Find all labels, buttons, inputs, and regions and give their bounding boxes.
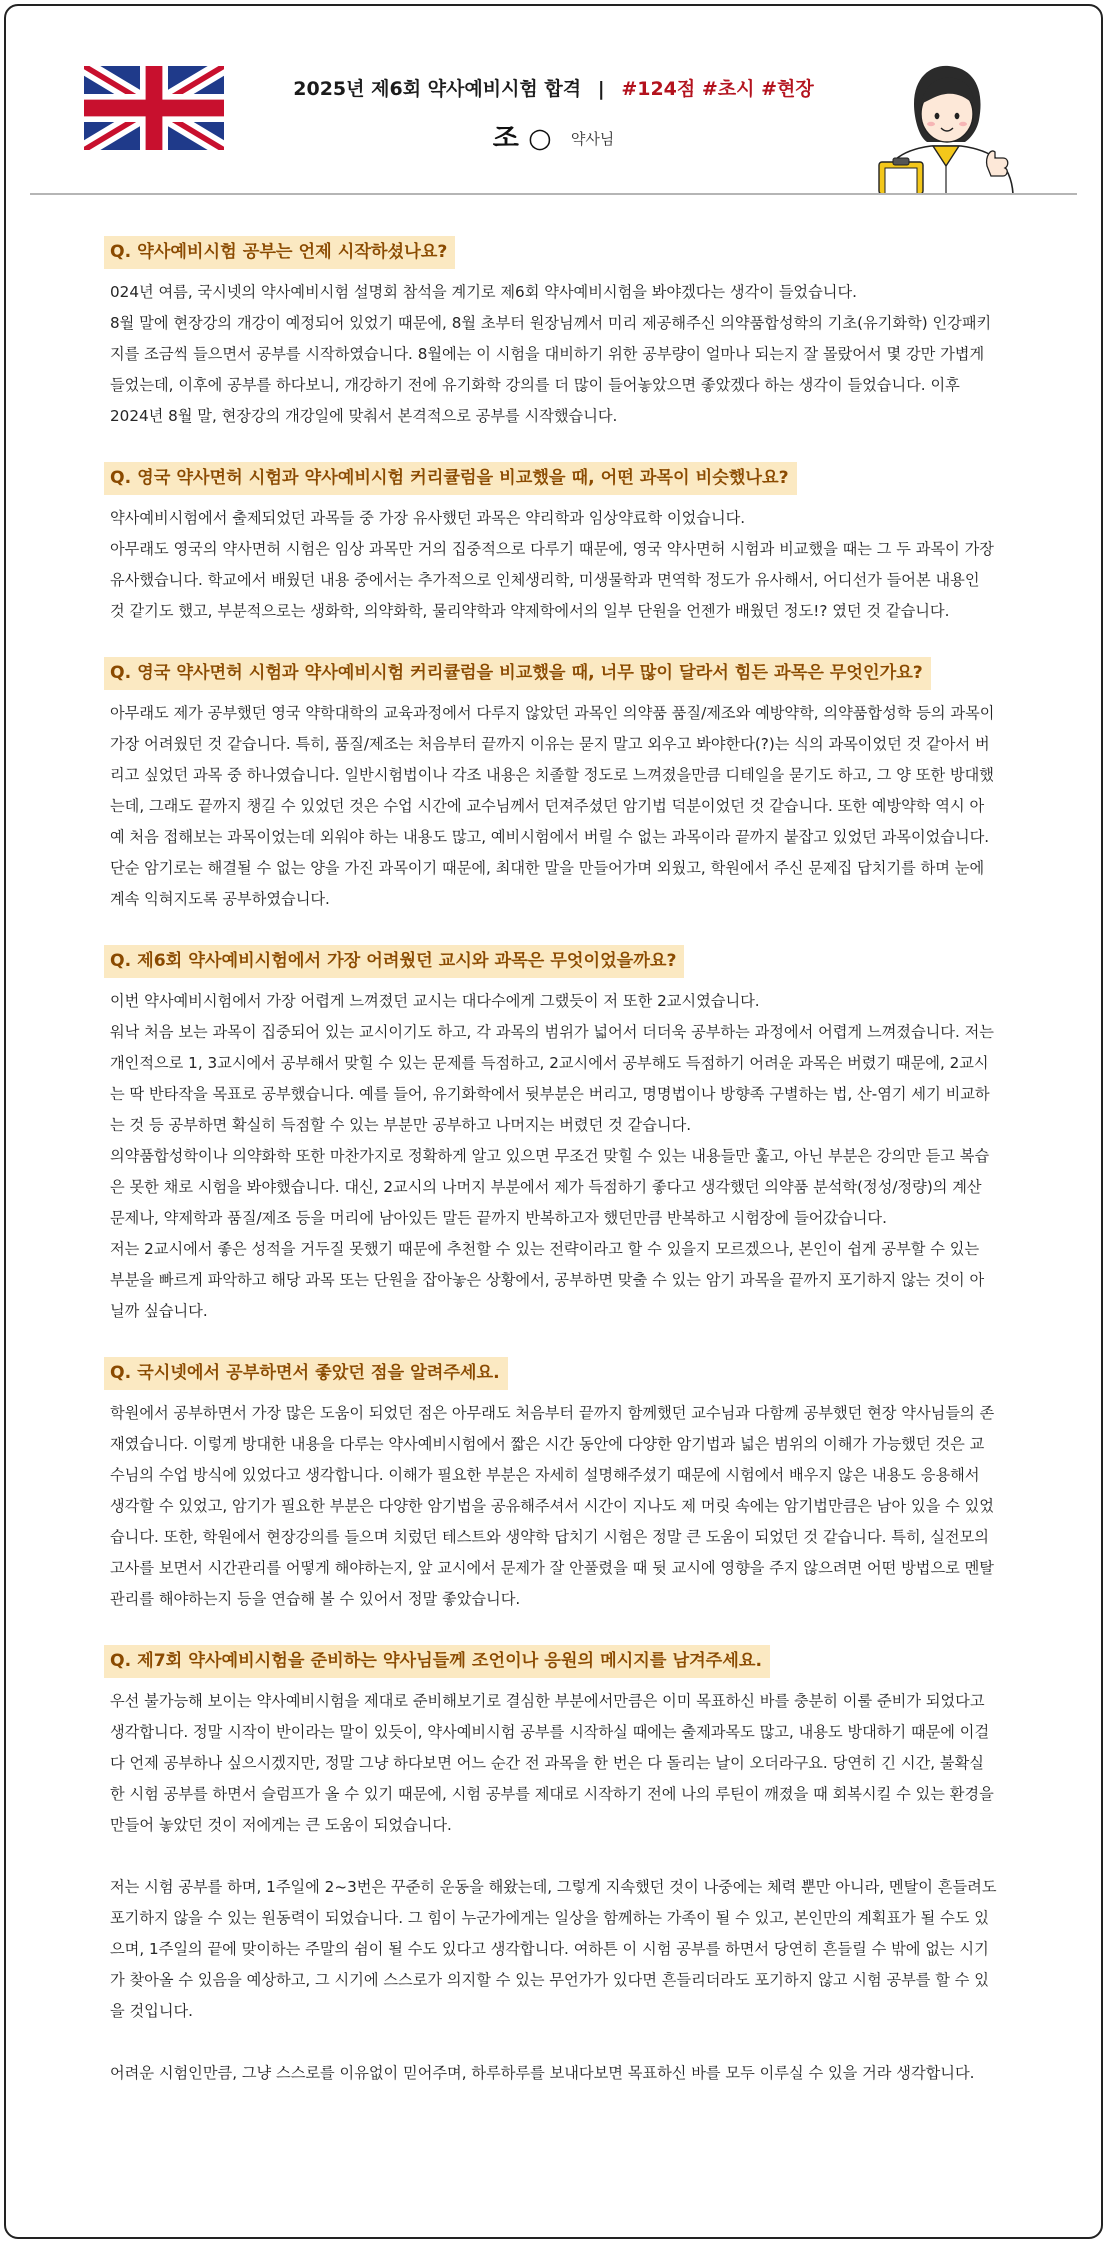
qa-section xyxy=(110,1357,997,1615)
question-heading: Q. 약사예비시험 공부는 언제 시작하셨나요? xyxy=(104,236,455,269)
question-heading: Q. 국시넷에서 공부하면서 좋았던 점을 알려주세요. xyxy=(104,1357,508,1390)
question-heading: Q. 영국 약사면허 시험과 약사예비시험 커리큘럼을 비교했을 때, 너무 많이 달라서 힘든 과목은 무엇인가요? xyxy=(104,657,931,690)
answer-body xyxy=(110,986,997,1327)
qa-section xyxy=(110,462,997,627)
qa-section xyxy=(110,945,997,1327)
answer-body xyxy=(110,1686,997,2089)
title-tags: #124점 #초시 #현장 xyxy=(621,78,814,100)
answer-body xyxy=(110,698,997,915)
testimonial-card xyxy=(4,4,1103,2239)
answer-paragraph: 024년 여름, 국시넷의 약사예비시험 설명회 참석을 계기로 제6회 약사예비시험을 봐야겠다는 생각이 들었습니다. xyxy=(110,283,857,301)
paragraph-spacer xyxy=(110,2027,997,2058)
pharmacist-character-icon xyxy=(861,58,1031,194)
header-divider xyxy=(30,193,1077,195)
qa-section xyxy=(110,236,997,432)
qa-section xyxy=(110,1645,997,2089)
header xyxy=(6,6,1101,194)
answer-paragraph: 의약품합성학이나 의약화학 또한 마찬가지로 정확하게 알고 있으면 무조건 맞힐 수 있는 내용들만 훑고, 아닌 부분은 강의만 듣고 복습은 못한 채로 시험을 봐야했습니다. 대신, 2교시의 나머지 부분에서 제가 득점하기 좋다고 생각했던 의약품 분석학(정성/정량)의 계산 문제나, 약제학과 품질/제조 등을 머리에 남아있든 말든 끝까지 반복하고자 했던만큼 반복하고 시험장에 들어갔습니다. xyxy=(110,1147,990,1227)
answer-paragraph: 8월 말에 현장강의 개강이 예정되어 있었기 때문에, 8월 초부터 원장님께서 미리 제공해주신 의약품합성학의 기초(유기화학) 인강패키지를 조금씩 들으면서 공부를 시작하였습니다. 8월에는 이 시험을 대비하기 위한 공부량이 얼마나 되는지 잘 몰랐어서 몇 강만 가볍게 들었는데, 이후에 공부를 하다보니, 개강하기 전에 유기화학 강의를 더 많이 들어놓았으면 좋았겠다 하는 생각이 들었습니다. 이후 2024년 8월 말, 현장강의 개강일에 맞춰서 본격적으로 공부를 시작했습니다. xyxy=(110,314,992,425)
answer-paragraph: 약사예비시험에서 출제되었던 과목들 중 가장 유사했던 과목은 약리학과 임상약료학 이었습니다. xyxy=(110,509,746,527)
exam-title: 2025년 제6회 약사예비시험 합격 xyxy=(293,78,582,100)
answer-paragraph: 워낙 처음 보는 과목이 집중되어 있는 교시이기도 하고, 각 과목의 범위가 넓어서 더더욱 공부하는 과정에서 어렵게 느껴졌습니다. 저는 개인적으로 1, 3교시에서 공부해서 맞힐 수 있는 문제를 득점하고, 2교시에서 공부해도 득점하기 어려운 과목은 버렸기 때문에, 2교시는 딱 반타작을 목표로 공부했습니다. 예를 들어, 유기화학에서 뒷부분은 버리고, 명명법이나 방향족 구별하는 법, 산-염기 세기 비교하는 것 등 공부하면 확실히 득점할 수 있는 부분만 공부하고 나머지는 버렸던 것 같습니다. xyxy=(110,1023,994,1134)
answer-body xyxy=(110,503,997,627)
author-title: 약사님 xyxy=(570,130,615,148)
question-heading: Q. 제6회 약사예비시험에서 가장 어려웠던 교시와 과목은 무엇이었을까요? xyxy=(104,945,684,978)
answer-paragraph: 우선 불가능해 보이는 약사예비시험을 제대로 준비해보기로 결심한 부분에서만큼은 이미 목표하신 바를 충분히 이룰 준비가 되었다고 생각합니다. 정말 시작이 반이라는 말이 있듯이, 약사예비시험 공부를 시작하실 때에는 출제과목도 많고, 내용도 방대하기 때문에 이걸 다 언제 공부하나 싶으시겠지만, 정말 그냥 하다보면 어느 순간 전 과목을 한 번은 다 돌리는 날이 오더라구요. 당연히 긴 시간, 불확실한 시험 공부를 하면서 슬럼프가 올 수 있기 때문에, 시험 공부를 제대로 시작하기 전에 나의 루틴이 깨졌을 때 회복시킬 수 있는 환경을 만들어 놓았던 것이 저에게는 큰 도움이 되었습니다. xyxy=(110,1692,994,1834)
question-heading: Q. 영국 약사면허 시험과 약사예비시험 커리큘럼을 비교했을 때, 어떤 과목이 비슷했나요? xyxy=(104,462,797,495)
title-separator: | xyxy=(597,78,605,100)
qa-section xyxy=(110,657,997,915)
answer-paragraph: 저는 시험 공부를 하며, 1주일에 2~3번은 꾸준히 운동을 해왔는데, 그렇게 지속했던 것이 나중에는 체력 뿐만 아니라, 멘탈이 흔들려도 포기하지 않을 수 있는 원동력이 되었습니다. 그 힘이 누군가에게는 일상을 함께하는 가족이 될 수 있고, 본인만의 계획표가 될 수도 있으며, 1주일의 끝에 맞이하는 주말의 쉼이 될 수도 있다고 생각합니다. 여하튼 이 시험 공부를 하면서 당연히 흔들릴 수 밖에 없는 시기가 찾아올 수 있음을 예상하고, 그 시기에 스스로가 의지할 수 있는 무언가가 있다면 흔들리더라도 포기하지 않고 시험 공부를 할 수 있을 것입니다. xyxy=(110,1878,997,2020)
answer-paragraph: 저는 2교시에서 좋은 성적을 거두질 못했기 때문에 추천할 수 있는 전략이라고 할 수 있을지 모르겠으나, 본인이 쉽게 공부할 수 있는 부분을 빠르게 파악하고 해당 과목 또는 단원을 잡아놓은 상황에서, 공부하면 맞출 수 있는 암기 과목을 끝까지 포기하지 않는 것이 아닐까 싶습니다. xyxy=(110,1240,985,1320)
author-name: 조 ○ xyxy=(492,123,552,154)
paragraph-spacer xyxy=(110,1841,997,1872)
answer-paragraph: 아무래도 제가 공부했던 영국 약학대학의 교육과정에서 다루지 않았던 과목인 의약품 품질/제조와 예방약학, 의약품합성학 등의 과목이 가장 어려웠던 것 같습니다. 특히, 품질/제조는 처음부터 끝까지 이유는 묻지 말고 외우고 봐야한다(?)는 식의 과목이었던 것 같아서 버리고 싶었던 과목 중 하나였습니다. 일반시험법이나 각조 내용은 치졸할 정도로 느껴졌을만큼 디테일을 묻기도 하고, 그 양 또한 방대했는데, 그래도 끝까지 챙길 수 있었던 것은 수업 시간에 교수님께서 던져주셨던 암기법 덕분이었던 것 같습니다. 또한 예방약학 역시 아예 처음 접해보는 과목이었는데 외워야 하는 내용도 많고, 예비시험에서 버릴 수 없는 과목이라 끝까지 붙잡고 있었던 과목이었습니다. 단순 암기로는 해결될 수 없는 양을 가진 과목이기 때문에, 최대한 말을 만들어가며 외웠고, 학원에서 주신 문제집 답치기를 하며 눈에 계속 익혀지도록 공부하였습니다. xyxy=(110,704,995,908)
answer-body xyxy=(110,1398,997,1615)
answer-paragraph: 어려운 시험인만큼, 그냥 스스로를 이유없이 믿어주며, 하루하루를 보내다보면 목표하신 바를 모두 이루실 수 있을 거라 생각합니다. xyxy=(110,2064,975,2082)
qa-content xyxy=(110,236,997,2119)
answer-paragraph: 학원에서 공부하면서 가장 많은 도움이 되었던 점은 아무래도 처음부터 끝까지 함께했던 교수님과 다함께 공부했던 현장 약사님들의 존재였습니다. 이렇게 방대한 내용을 다루는 약사예비시험에서 짧은 시간 동안에 다양한 암기법과 넓은 범위의 이해가 가능했던 것은 교수님의 수업 방식에 있었다고 생각합니다. 이해가 필요한 부분은 자세히 설명해주셨기 때문에 시험에서 배우지 않은 내용도 응용해서 생각할 수 있었고, 암기가 필요한 부분은 다양한 암기법을 공유해주셔서 시간이 지나도 제 머릿 속에는 암기법만큼은 남아 있을 수 있었습니다. 또한, 학원에서 현장강의를 들으며 치렀던 테스트와 생약학 답치기 시험은 정말 큰 도움이 되었던 것 같습니다. 특히, 실전모의고사를 보면서 시간관리를 어떻게 해야하는지, 앞 교시에서 문제가 잘 안풀렸을 때 뒷 교시에 영향을 주지 않으려면 어떤 방법으로 멘탈 관리를 해야하는지 등을 연습해 볼 수 있어서 정말 좋았습니다. xyxy=(110,1404,995,1608)
answer-body xyxy=(110,277,997,432)
answer-paragraph: 이번 약사예비시험에서 가장 어렵게 느껴졌던 교시는 대다수에게 그랬듯이 저 또한 2교시였습니다. xyxy=(110,992,760,1010)
question-heading: Q. 제7회 약사예비시험을 준비하는 약사님들께 조언이나 응원의 메시지를 남겨주세요. xyxy=(104,1645,770,1678)
answer-paragraph: 아무래도 영국의 약사면허 시험은 임상 과목만 거의 집중적으로 다루기 때문에, 영국 약사면허 시험과 비교했을 때는 그 두 과목이 가장 유사했습니다. 학교에서 배웠던 내용 중에서는 추가적으로 인체생리학, 미생물학과 면역학 정도가 유사해서, 어디선가 들어본 내용인 것 같기도 했고, 부분적으로는 생화학, 의약화학, 물리약학과 약제학에서의 일부 단원을 언젠가 배웠던 정도!? 였던 것 같습니다. xyxy=(110,540,994,620)
